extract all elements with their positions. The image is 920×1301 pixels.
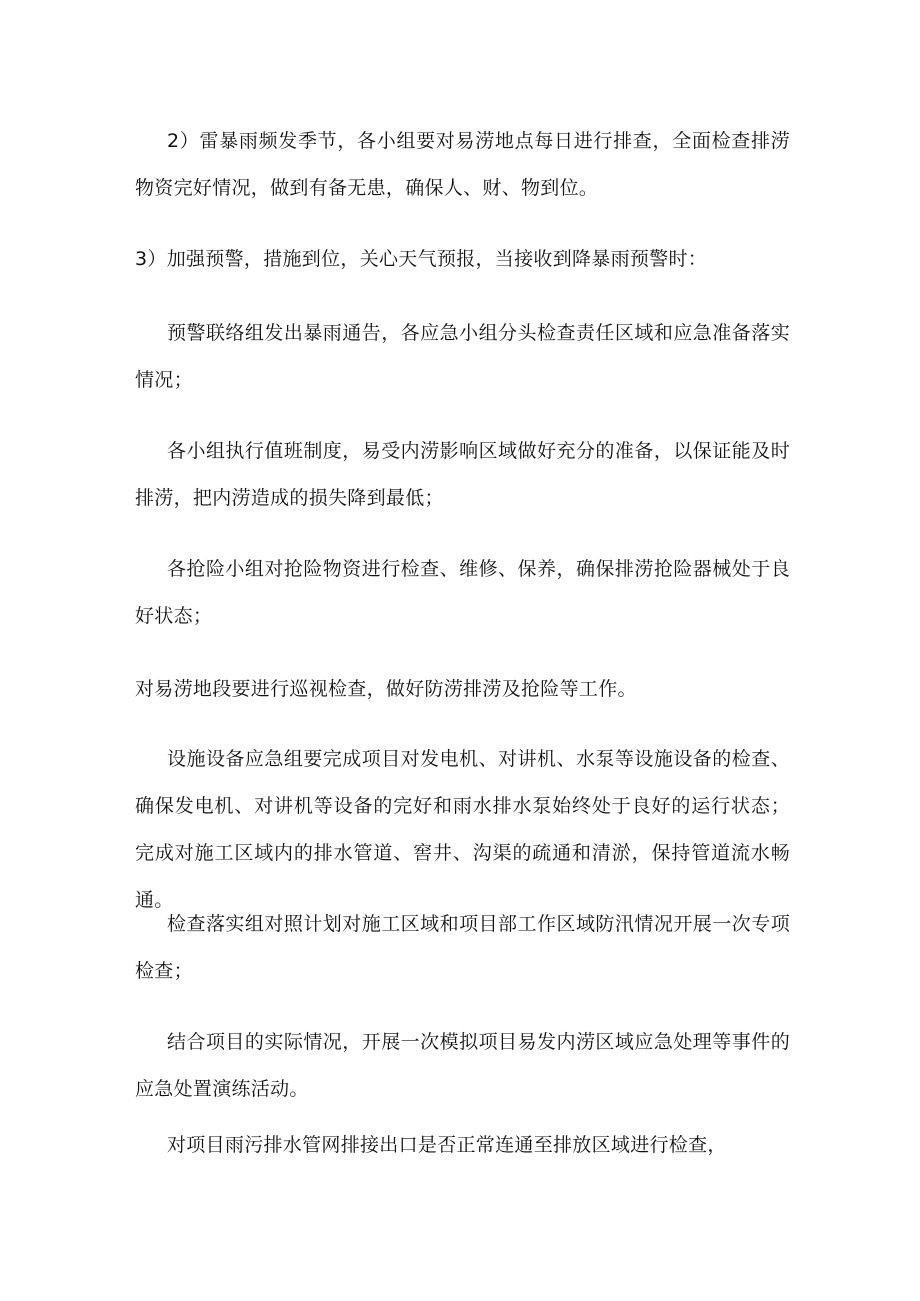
paragraph-drainage-outlet: 对项目雨污排水管网排接出口是否正常连通至排放区域进行检查，: [167, 1134, 727, 1156]
paragraph-early-warning: 3）加强预警，措施到位，关心天气预报，当接收到降暴雨预警时：: [135, 248, 708, 270]
paragraph-special-inspection: 检查落实组对照计划对施工区域和项目部工作区域防汛情况开展一次专项检查；: [135, 913, 790, 982]
paragraph-rescue-materials: 各抢险小组对抢险物资进行检查、维修、保养，确保排涝抢险器械处于良好状态；: [135, 558, 790, 627]
paragraph-equipment-check: 设施设备应急组要完成项目对发电机、对讲机、水泵等设施设备的检查、确保发电机、对讲机等设备的完好和雨水排水泵始终处于良好的运行状态；完成对施工区域内的排水管道、窖井、沟渠的疏通和清淤，保持管道流水畅通。: [135, 748, 790, 911]
paragraph-storm-season-inspection: 2）雷暴雨频发季节，各小组要对易涝地点每日进行排查，全面检查排涝物资完好情况，做到有备无患，确保人、财、物到位。: [135, 130, 790, 199]
paragraph-duty-system: 各小组执行值班制度，易受内涝影响区域做好充分的准备，以保证能及时排涝，把内涝造成的损失降到最低；: [135, 440, 790, 509]
paragraph-patrol-inspection: 对易涝地段要进行巡视检查，做好防涝排涝及抢险等工作。: [135, 678, 637, 700]
paragraph-warning-liaison: 预警联络组发出暴雨通告，各应急小组分头检查责任区域和应急准备落实情况；: [135, 322, 790, 391]
paragraph-emergency-drill: 结合项目的实际情况，开展一次模拟项目易发内涝区域应急处理等事件的应急处置演练活动。: [135, 1031, 790, 1100]
